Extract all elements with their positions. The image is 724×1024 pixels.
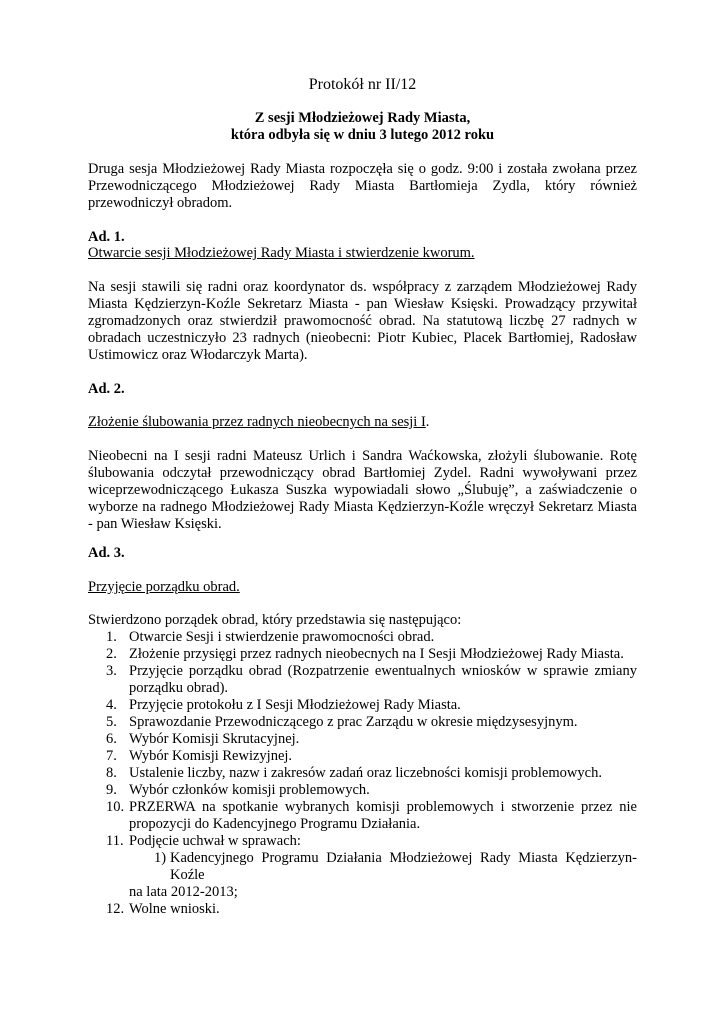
agenda-item-text: Otwarcie Sesji i stwierdzenie prawomocności obrad. bbox=[129, 629, 435, 645]
agenda-item-number: 2. bbox=[106, 646, 117, 662]
agenda-item bbox=[88, 629, 637, 646]
agenda-item-text: Sprawozdanie Przewodniczącego z prac Zarządu w okresie międzysesyjnym. bbox=[129, 714, 578, 730]
agenda-item-number: 3. bbox=[106, 663, 117, 679]
agenda-subitem-number: 1) bbox=[154, 850, 167, 866]
section-2-topic-suffix: . bbox=[425, 414, 430, 430]
agenda-item-number: 8. bbox=[106, 765, 117, 781]
subtitle-line-1: Z sesji Młodzieżowej Rady Miasta, bbox=[254, 110, 471, 126]
agenda-item-number: 1. bbox=[106, 629, 117, 645]
agenda-item-number: 12. bbox=[106, 901, 125, 917]
intro-paragraph: Druga sesja Młodzieżowej Rady Miasta rozpoczęła się o godz. 9:00 i została zwołana przez Przewodniczącego Młodzieżowej Rady Miasta Bartłomieja Zydla, który również przewodniczył obradom. bbox=[88, 161, 637, 211]
agenda-item-number: 10. bbox=[106, 799, 125, 815]
agenda-item-text: Podjęcie uchwał w sprawach: bbox=[129, 833, 301, 849]
agenda-list bbox=[88, 629, 637, 918]
agenda-item-text: PRZERWA na spotkanie wybranych komisji problemowych i stworzenie przez nie propozycji do Kadencyjnego Programu Działania. bbox=[129, 799, 637, 832]
agenda-item-text: Wybór Komisji Rewizyjnej. bbox=[129, 748, 293, 764]
section-2-body: Nieobecni na I sesji radni Mateusz Urlich i Sandra Waćkowska, złożyli ślubowanie. Rotę ślubowania odczytał przewodniczący obrad Bartłomiej Zydel. Radni wywoływani przez wiceprzewodniczącego Łukasza Suszka wypowiadali słowo „Ślubuję”, a zaświadczenie o wyborze na radnego Młodzieżowej Rady Miasta Kędzierzyn-Koźle wręczył Sekretarz Miasta - pan Wiesław Księski. bbox=[88, 448, 637, 532]
agenda-item bbox=[88, 731, 637, 748]
agenda-item bbox=[88, 697, 637, 714]
document-title: Protokół nr II/12 bbox=[308, 76, 417, 93]
section-2-topic-line bbox=[88, 414, 429, 431]
agenda-item-number: 4. bbox=[106, 697, 117, 713]
agenda-item-number: 7. bbox=[106, 748, 117, 764]
subtitle-line-2: która odbyła się w dniu 3 lutego 2012 roku bbox=[230, 127, 495, 143]
section-1-heading: Ad. 1. bbox=[88, 229, 125, 245]
agenda-subitem-text: Kadencyjnego Programu Działania Młodzieżowej Rady Miasta Kędzierzyn-Koźle bbox=[170, 850, 637, 883]
agenda-item-number: 9. bbox=[106, 782, 117, 798]
agenda-item bbox=[88, 663, 637, 697]
section-3-heading: Ad. 3. bbox=[88, 545, 125, 561]
section-1-topic: Otwarcie sesji Młodzieżowej Rady Miasta i stwierdzenie kworum. bbox=[88, 245, 475, 261]
agenda-item-text: Ustalenie liczby, nazw i zakresów zadań oraz liczebności komisji problemowych. bbox=[129, 765, 602, 781]
section-3-body: Stwierdzono porządek obrad, który przedstawia się następująco: bbox=[88, 612, 462, 628]
section-2-topic: Złożenie ślubowania przez radnych nieobecnych na sesji I bbox=[88, 414, 426, 430]
agenda-item-number: 11. bbox=[106, 833, 124, 849]
agenda-item-text: Złożenie przysięgi przez radnych nieobecnych na I Sesji Młodzieżowej Rady Miasta. bbox=[129, 646, 624, 662]
agenda-item bbox=[88, 765, 637, 782]
agenda-item-text: Wybór członków komisji problemowych. bbox=[129, 782, 370, 798]
agenda-item bbox=[88, 646, 637, 663]
agenda-item bbox=[88, 782, 637, 799]
document-subtitle bbox=[88, 110, 637, 144]
agenda-subitem-continuation: na lata 2012-2013; bbox=[129, 884, 238, 900]
agenda-item bbox=[88, 833, 637, 850]
agenda-item-text: Przyjęcie protokołu z I Sesji Młodzieżowej Rady Miasta. bbox=[129, 697, 461, 713]
agenda-item-number: 5. bbox=[106, 714, 117, 730]
agenda-item bbox=[88, 748, 637, 765]
agenda-item-text: Wybór Komisji Skrutacyjnej. bbox=[129, 731, 300, 747]
agenda-item-text: Przyjęcie porządku obrad (Rozpatrzenie ewentualnych wniosków w sprawie zmiany porządku obrad). bbox=[129, 663, 637, 696]
agenda-item-text: Wolne wnioski. bbox=[129, 901, 220, 917]
section-2-heading: Ad. 2. bbox=[88, 381, 125, 397]
agenda-item bbox=[88, 799, 637, 833]
section-1-body: Na sesji stawili się radni oraz koordynator ds. współpracy z zarządem Młodzieżowej Rady Miasta Kędzierzyn-Koźle Sekretarz Miasta - pan Wiesław Księski. Prowadzący przywitał zgromadzonych oraz stwierdził prawomocność obrad. Na statutową liczbę 27 radnych w obradach uczestniczyło 23 radnych (nieobecni: Piotr Kubiec, Placek Bartłomiej, Radosław Ustimowicz oraz Włodarczyk Marta). bbox=[88, 279, 637, 363]
agenda-item bbox=[88, 901, 637, 918]
agenda-item-number: 6. bbox=[106, 731, 117, 747]
agenda-subitem bbox=[88, 850, 637, 901]
agenda-item bbox=[88, 714, 637, 731]
section-3-topic: Przyjęcie porządku obrad. bbox=[88, 579, 240, 595]
